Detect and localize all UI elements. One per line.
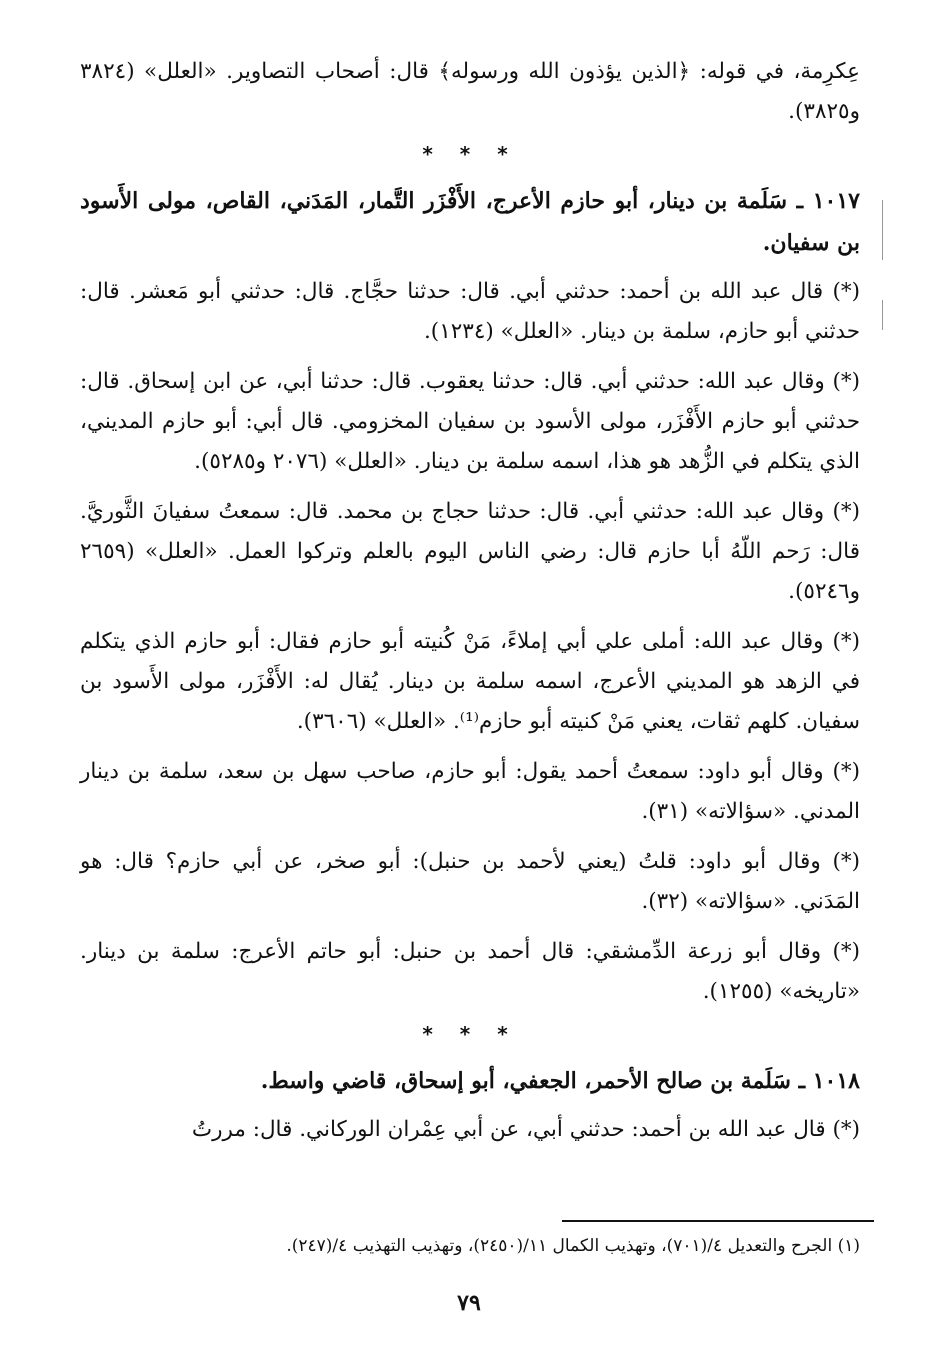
- page-number: ٧٩: [457, 1290, 481, 1316]
- entry-heading-1018: ١٠١٨ ـ سَلَمة بن صالح الأحمر، الجعفي، أبو إسحاق، قاضي واسط.: [260, 1068, 860, 1094]
- paragraph-continuation: عِكرِمة، في قوله: ﴿الذين يؤذون الله ورسوله﴾ قال: أصحاب التصاوير. «العلل» (٣٨٢٤ و٣٨٢٥).: [80, 59, 860, 124]
- page-body: [80, 52, 860, 1160]
- narration-paragraph: (*) قال عبد الله بن أحمد: حدثني أبي، عن أبي عِمْران الوركاني. قال: مررتُ: [191, 1117, 860, 1142]
- footnote: (١) الجرح والتعديل ٤/(٧٠١)، وتهذيب الكمال ١١/(٢٤٥٠)، وتهذيب التهذيب ٤/(٢٤٧).: [286, 1236, 860, 1256]
- footnote-divider: [562, 1220, 874, 1222]
- narration-paragraph: (*) وقال أبو داود: سمعتُ أحمد يقول: أبو حازم، صاحب سهل بن سعد، سلمة بن دينار المدني. «سؤالاته» (٣١).: [80, 759, 860, 824]
- margin-line: [882, 200, 883, 260]
- narration-paragraph: (*) وقال أبو داود: قلتُ (يعني لأحمد بن حنبل): أبو صخر، عن أبي حازم؟ قال: هو المَدَني. «سؤالاته» (٣٢).: [80, 849, 860, 914]
- narration-paragraph: (*) وقال عبد الله: حدثني أبي. قال: حدثنا يعقوب. قال: حدثنا أبي، عن ابن إسحاق. قال: حدثني أبو حازم الأَفْزَر، مولى الأسود بن سفيان المخزومي. قال أبي: أبو حازم المديني، الذي يتكلم في الزُّهد هو هذا، اسمه سلمة بن دينار. «العلل» (٢٠٧٦ و٥٢٨٥).: [80, 369, 860, 474]
- narration-paragraph: (*) وقال أبو زرعة الدِّمشقي: قال أحمد بن حنبل: أبو حاتم الأعرج: سلمة بن دينار. «تاريخه» (١٢٥٥).: [80, 939, 860, 1004]
- narration-paragraph: (*) وقال عبد الله: حدثني أبي. قال: حدثنا حجاج بن محمد. قال: سمعتُ سفيانَ الثَّوريَّ. قال: رَحم اللّهُ أبا حازم قال: رضي الناس اليوم بالعلم وتركوا العمل. «العلل» (٢٦٥٩ و٥٢٤٦).: [80, 499, 860, 604]
- entry-heading-1017: ١٠١٧ ـ سَلَمة بن دينار، أبو حازم الأعرج، الأَفْزَر التَّمار، المَدَني، القاص، مولى الأَسود بن سفيان.: [80, 188, 860, 256]
- margin-line: [882, 300, 883, 330]
- narration-paragraph: (*) وقال عبد الله: أملى علي أبي إملاءً، مَنْ كُنيته أبو حازم فقال: أبو حازم الذي يتكلم في الزهد هو المديني الأعرج، اسمه سلمة بن دينار. يُقال له: الأَفْزَر، مولى الأَسود بن سفيان. كلهم ثقات، يعني مَنْ كنيته أبو حازم⁽¹⁾. «العلل» (٣٦٠٦).: [80, 629, 860, 734]
- section-separator: * * *: [422, 1022, 518, 1046]
- narration-paragraph: (*) قال عبد الله بن أحمد: حدثني أبي. قال: حدثنا حجَّاج. قال: حدثني أبو مَعشر. قال: حدثني أبو حازم، سلمة بن دينار. «العلل» (١٢٣٤).: [80, 279, 860, 344]
- section-separator: * * *: [422, 142, 518, 166]
